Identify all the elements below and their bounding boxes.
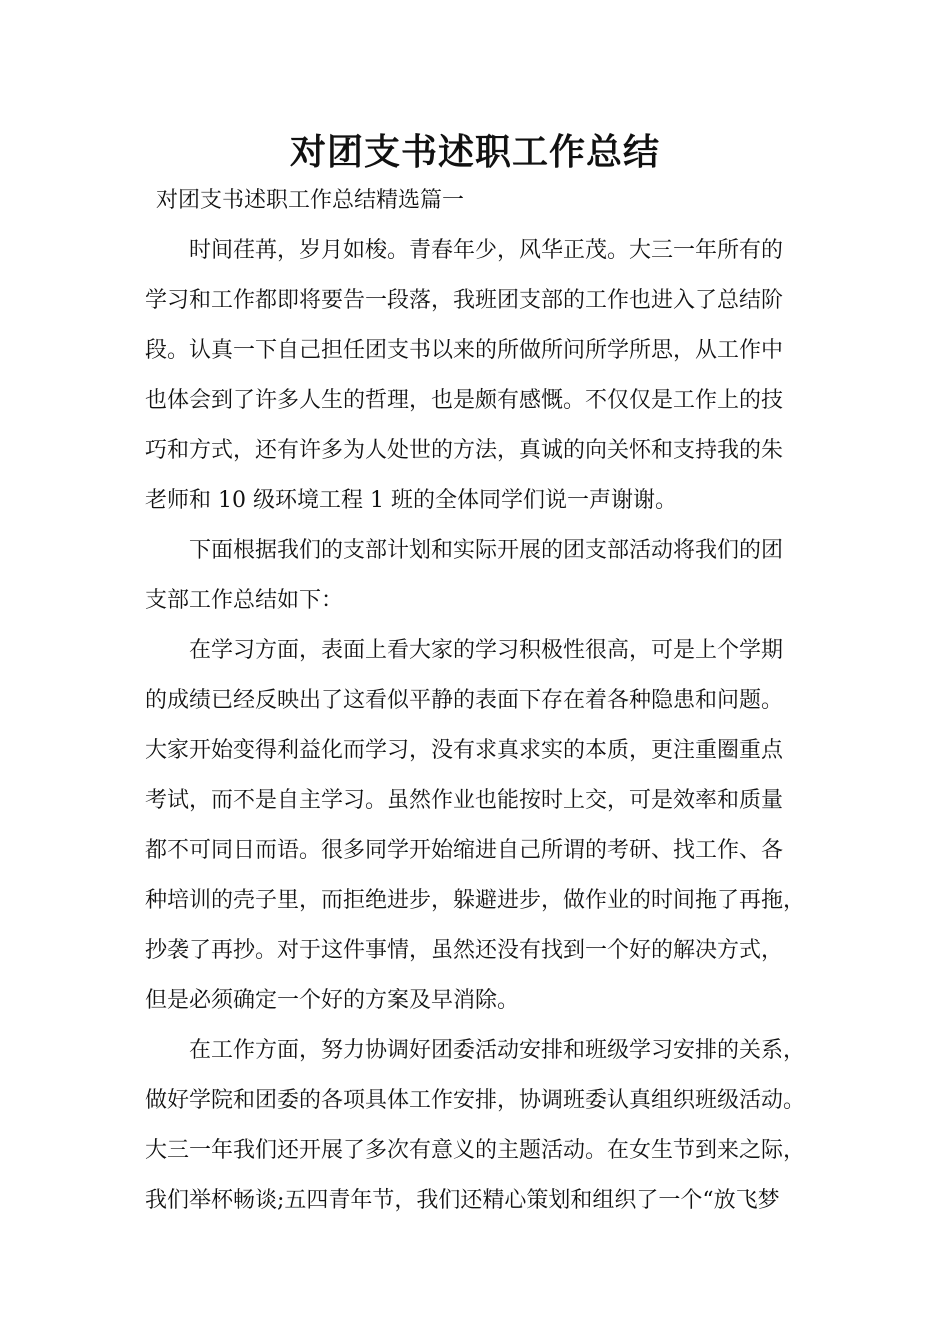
paragraph-line: 在学习方面，表面上看大家的学习积极性很高，可是上个学期 bbox=[189, 638, 784, 663]
paragraph-line: 大三一年我们还开展了多次有意义的主题活动。在女生节到来之际， bbox=[145, 1138, 806, 1163]
paragraph-line: 巧和方式，还有许多为人处世的方法，真诚的向关怀和支持我的朱 bbox=[145, 438, 784, 463]
paragraph-line: 支部工作总结如下： bbox=[145, 588, 344, 613]
paragraph-line: 段。认真一下自己担任团支书以来的所做所问所学所思，从工作中 bbox=[145, 338, 784, 363]
paragraph-line: 做好学院和团委的各项具体工作安排，协调班委认真组织班级活动。 bbox=[145, 1088, 806, 1113]
paragraph-line: 抄袭了再抄。对于这件事情，虽然还没有找到一个好的解决方式， bbox=[145, 938, 784, 963]
paragraph-line: 但是必须确定一个好的方案及早消除。 bbox=[145, 988, 520, 1013]
paragraph-line: 老师和 10 级环境工程 1 班的全体同学们说一声谢谢。 bbox=[145, 488, 677, 513]
paragraph-line: 都不可同日而语。很多同学开始缩进自己所谓的考研、找工作、各 bbox=[145, 838, 784, 863]
paragraph-line: 时间荏苒，岁月如梭。青春年少，风华正茂。大三一年所有的 bbox=[189, 238, 784, 263]
document-subtitle: 对团支书述职工作总结精选篇一 bbox=[156, 188, 465, 213]
document-title: 对团支书述职工作总结 bbox=[289, 131, 660, 173]
paragraph-line: 也体会到了许多人生的哲理，也是颇有感慨。不仅仅是工作上的技 bbox=[145, 388, 784, 413]
paragraph-line: 学习和工作都即将要告一段落，我班团支部的工作也进入了总结阶 bbox=[145, 288, 784, 313]
paragraph-line: 种培训的壳子里，而拒绝进步，躲避进步，做作业的时间拖了再拖， bbox=[145, 888, 806, 913]
document-body bbox=[145, 232, 825, 1232]
paragraph-line: 下面根据我们的支部计划和实际开展的团支部活动将我们的团 bbox=[189, 538, 784, 563]
paragraph-line: 的成绩已经反映出了这看似平静的表面下存在着各种隐患和问题。 bbox=[145, 688, 784, 713]
paragraph-line: 我们举杯畅谈;五四青年节，我们还精心策划和组织了一个“放飞梦 bbox=[145, 1188, 780, 1213]
paragraph-line: 考试，而不是自主学习。虽然作业也能按时上交，可是效率和质量 bbox=[145, 788, 784, 813]
paragraph-line: 大家开始变得利益化而学习，没有求真求实的本质，更注重圈重点 bbox=[145, 738, 784, 763]
paragraph-line: 在工作方面，努力协调好团委活动安排和班级学习安排的关系， bbox=[189, 1038, 806, 1063]
